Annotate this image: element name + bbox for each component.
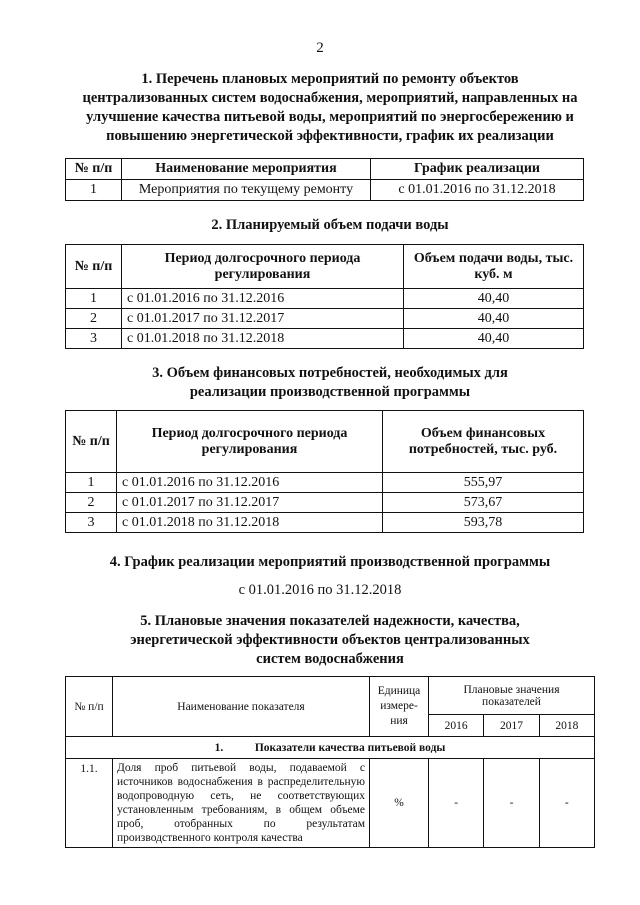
cell-num: 3 [66,329,122,349]
header-planned: Плановые значения показателей [429,677,595,715]
header-year: 2016 [429,715,484,737]
financial-needs-table [65,410,584,533]
header-year: 2018 [539,715,594,737]
cell-amount: 573,67 [383,493,584,513]
cell-num: 2 [66,493,117,513]
header-indicator: Наименование показателя [113,677,370,737]
cell-num: 1 [66,289,122,309]
header-activity: Наименование мероприятия [122,159,371,180]
cell-period: с 01.01.2018 по 31.12.2018 [117,513,383,533]
cell-num: 2 [66,309,122,329]
table-row [66,759,595,848]
section3-title-line: реализации производственной программы [189,384,471,400]
cell-unit: % [370,759,429,848]
section1-title-line: 1. Перечень плановых мероприятий по ремонту объектов [141,71,519,87]
cell-num: 3 [66,513,117,533]
cell-amount: 593,78 [383,513,584,533]
header-num: № п/п [66,411,117,473]
cell-period: с 01.01.2016 по 31.12.2016 [117,473,383,493]
cell-activity: Мероприятия по текущему ремонту [122,180,371,201]
section3-title [60,364,600,402]
group-title: Показатели качества питьевой воды [254,741,446,754]
header-period: Период долгосрочного периода регулирования [117,411,383,473]
activities-table [65,158,584,201]
header-year: 2017 [484,715,539,737]
water-supply-table [65,244,584,349]
page-number: 2 [316,40,324,56]
group-num: 1. [214,741,224,754]
table-row [66,309,584,329]
section5-title-line: систем водоснабжения [256,651,404,667]
section1-title-line: централизованных систем водоснабжения, мероприятий, направленных на [82,90,578,106]
section5-title-line: 5. Плановые значения показателей надежности, качества, [140,613,520,629]
group-heading [66,737,595,759]
table-row [66,473,584,493]
header-financial: Объем финансовых потребностей, тыс. руб. [383,411,584,473]
cell-volume: 40,40 [404,309,584,329]
cell-schedule: с 01.01.2016 по 31.12.2018 [371,180,584,201]
header-period: Период долгосрочного периода регулирования [122,245,404,289]
cell-volume: 40,40 [404,289,584,309]
cell-period: с 01.01.2018 по 31.12.2018 [122,329,404,349]
header-unit: Единица измере-ния [370,677,429,737]
table-row [66,289,584,309]
cell-value: - [539,759,594,848]
section1-title-line: повышению энергетической эффективности, график их реализации [106,128,554,144]
cell-num: 1 [66,180,122,201]
section4-title: 4. График реализации мероприятий производственной программы [109,554,551,570]
indicators-table [65,676,595,848]
cell-period: с 01.01.2017 по 31.12.2017 [122,309,404,329]
section1-title [60,70,600,146]
group-row [66,737,595,759]
section5-title-line: энергетической эффективности объектов централизованных [130,632,530,648]
cell-volume: 40,40 [404,329,584,349]
header-schedule: График реализации [371,159,584,180]
section1-title-line: улучшение качества питьевой воды, мероприятий по энергосбережению и [86,109,574,125]
table-row [66,180,584,201]
table-row [66,329,584,349]
cell-period: с 01.01.2017 по 31.12.2017 [117,493,383,513]
section5-title [60,612,600,669]
header-num: № п/п [66,159,122,180]
cell-period: с 01.01.2016 по 31.12.2016 [122,289,404,309]
section4-period: с 01.01.2016 по 31.12.2018 [238,582,402,598]
cell-amount: 555,97 [383,473,584,493]
cell-num: 1 [66,473,117,493]
table-row [66,513,584,533]
section3-title-line: 3. Объем финансовых потребностей, необходимых для [152,365,508,381]
table-row [66,493,584,513]
cell-num: 1.1. [66,759,113,848]
header-volume: Объем подачи воды, тыс. куб. м [404,245,584,289]
cell-indicator: Доля проб питьевой воды, подаваемой с источников водоснабжения в распределительную водопроводную сеть, не соответствующих установленным требованиям, в общем объеме проб, отобранных по результатам производственного контроля качества [113,759,370,848]
cell-value: - [484,759,539,848]
header-num: № п/п [66,677,113,737]
section2-title: 2. Планируемый объем подачи воды [211,217,449,233]
cell-value: - [429,759,484,848]
header-num: № п/п [66,245,122,289]
